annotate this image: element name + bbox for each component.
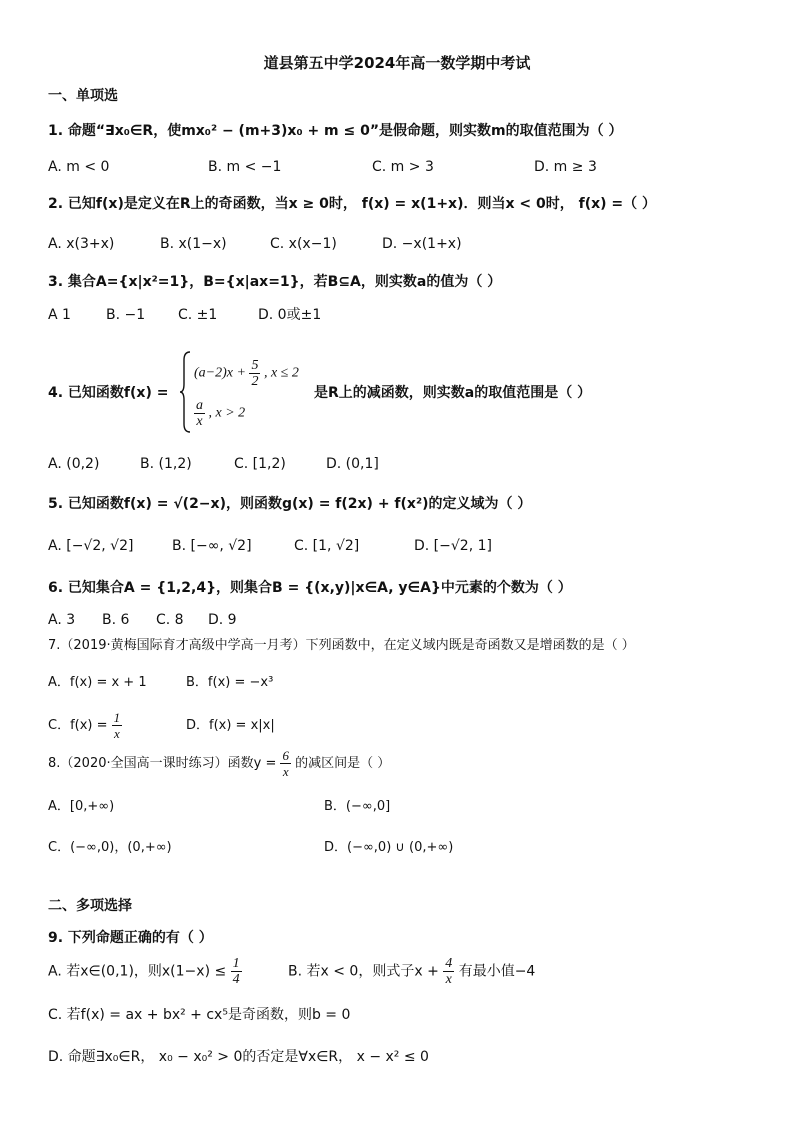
question-7-options-row-1 (48, 673, 764, 693)
option-b: B. (1,2) (140, 456, 192, 472)
option-c (48, 710, 122, 741)
fraction-denominator: 2 (251, 374, 259, 389)
option-b-suffix: 有最小值−4 (458, 963, 536, 980)
fraction-four-over-x (443, 956, 454, 987)
option-a: A．[0,+∞) (48, 799, 115, 814)
case-2-condition: , x > 2 (208, 405, 246, 421)
question-1-stem: 1. 命题“∃x₀∈R，使mx₀² − (m+3)x₀ + m ≤ 0”是假命题，则实数m的取值范围为（ ） (48, 123, 623, 139)
option-a: A. (0,2) (48, 456, 100, 472)
question-4-prefix: 4. 已知函数f(x) = (48, 385, 169, 401)
question-4-options (48, 454, 764, 474)
option-b-prefix: B. 若x < 0，则式子x + (288, 963, 439, 980)
question-8-options-row-2 (48, 838, 764, 858)
option-c: C. x(x−1) (270, 236, 337, 252)
question-7-stem: 7.（2019·黄梅国际育才高级中学高一月考）下列函数中，在定义域内既是奇函数又是增函数的是（ ） (48, 638, 635, 653)
option-b: B. x(1−x) (160, 236, 227, 252)
left-brace-icon (178, 350, 192, 434)
option-b: B. 6 (102, 612, 130, 628)
option-c-prefix: C．f(x) = (48, 718, 108, 733)
option-c: C. [1,2) (234, 456, 286, 472)
option-d: D. −x(1+x) (382, 236, 462, 252)
question-2-stem: 2. 已知f(x)是定义在R上的奇函数，当x ≥ 0时， f(x) = x(1+x)．则当x < 0时， f(x) =（ ） (48, 196, 657, 212)
fraction-numerator: 1 (232, 956, 240, 971)
case-1-condition: , x ≤ 2 (263, 365, 299, 381)
option-a: A. x(3+x) (48, 236, 115, 252)
option-b: B. −1 (106, 307, 146, 323)
option-a: A. 3 (48, 612, 76, 628)
option-c: C．(−∞,0)，(0,+∞) (48, 840, 172, 855)
option-d: D. [−√2, 1] (414, 538, 492, 554)
fraction-numerator: 4 (445, 956, 453, 971)
option-b: B. m < −1 (208, 159, 282, 175)
section-heading-single-choice: 一、单项选 (48, 88, 118, 104)
option-a (48, 956, 242, 987)
question-9-stem: 9. 下列命题正确的有（ ） (48, 930, 213, 946)
option-b: B. [−∞, √2] (172, 538, 252, 554)
option-b: B．(−∞,0] (324, 799, 391, 814)
case-1-linear: (a−2)x + (194, 365, 246, 381)
option-a: A. [−√2, √2] (48, 538, 134, 554)
fraction-denominator: x (196, 414, 203, 429)
option-c: C. m > 3 (372, 159, 434, 175)
question-1-options (48, 157, 764, 177)
option-d: D．f(x) = x|x| (186, 718, 275, 733)
fraction-one-quarter (231, 956, 242, 987)
option-d: D. (0,1] (326, 456, 379, 472)
question-3-stem: 3. 集合A={x|x²=1}，B={x|ax=1}，若B⊆A，则实数a的值为（ ） (48, 274, 502, 290)
option-c: C. 8 (156, 612, 184, 628)
option-d: D．(−∞,0) ∪ (0,+∞) (324, 840, 454, 855)
fraction-denominator: x (114, 726, 120, 741)
option-d: D. 9 (208, 612, 237, 628)
question-4-stem (48, 350, 748, 440)
question-8-suffix: 的减区间是（ ） (295, 756, 391, 771)
question-2-options (48, 234, 764, 254)
fraction-numerator: 1 (113, 710, 121, 725)
fraction-six-over-x (280, 748, 291, 779)
option-a: A. m < 0 (48, 159, 110, 175)
question-9-options-row-1 (48, 956, 764, 990)
option-c: C. ±1 (178, 307, 218, 323)
fraction-denominator: 4 (232, 972, 240, 987)
fraction-numerator: 5 (251, 358, 259, 373)
question-9-option-c: C. 若f(x) = ax + bx² + cx⁵是奇函数，则b = 0 (48, 1007, 351, 1023)
question-5-options (48, 536, 764, 556)
question-6-stem: 6. 已知集合A = {1,2,4}，则集合B = {(x,y)|x∈A, y∈A}中元素的个数为（ ） (48, 580, 572, 596)
fraction-one-over-x (112, 710, 123, 741)
question-4-suffix: 是R上的减函数，则实数a的取值范围是（ ） (314, 385, 592, 401)
option-a-prefix: A. 若x∈(0,1)，则x(1−x) ≤ (48, 963, 227, 980)
fraction-denominator: x (445, 972, 452, 987)
question-6-options (48, 610, 764, 630)
option-d: D. 0或±1 (258, 307, 322, 323)
fraction-numerator: a (196, 398, 203, 413)
option-a: A 1 (48, 307, 71, 323)
fraction-a-over-x (194, 398, 205, 429)
option-a: A．f(x) = x + 1 (48, 675, 147, 690)
question-8-prefix: 8.（2020·全国高一课时练习）函数y = (48, 756, 277, 771)
case-1-expression (194, 358, 299, 389)
question-8-options-row-1 (48, 797, 764, 817)
question-9-option-d: D. 命题∃x₀∈R， x₀ − x₀² > 0的否定是∀x∈R， x − x² ≤ 0 (48, 1049, 429, 1065)
option-c: C. [1, √2] (294, 538, 360, 554)
page-title: 道县第五中学2024年高一数学期中考试 (263, 54, 531, 72)
question-5-stem: 5. 已知函数f(x) = √(2−x)，则函数g(x) = f(2x) + f(x²)的定义域为（ ） (48, 496, 532, 512)
option-b: B．f(x) = −x³ (186, 675, 274, 690)
question-8-stem (48, 748, 764, 784)
question-7-options-row-2 (48, 708, 764, 742)
case-2-expression (194, 398, 245, 429)
fraction-numerator: 6 (282, 748, 289, 763)
fraction-five-halves (249, 358, 260, 389)
fraction-denominator: x (282, 764, 289, 779)
section-heading-multiple-choice: 二、多项选择 (48, 898, 132, 914)
option-b (288, 956, 535, 987)
question-3-options (48, 305, 764, 325)
option-d: D. m ≥ 3 (534, 159, 597, 175)
